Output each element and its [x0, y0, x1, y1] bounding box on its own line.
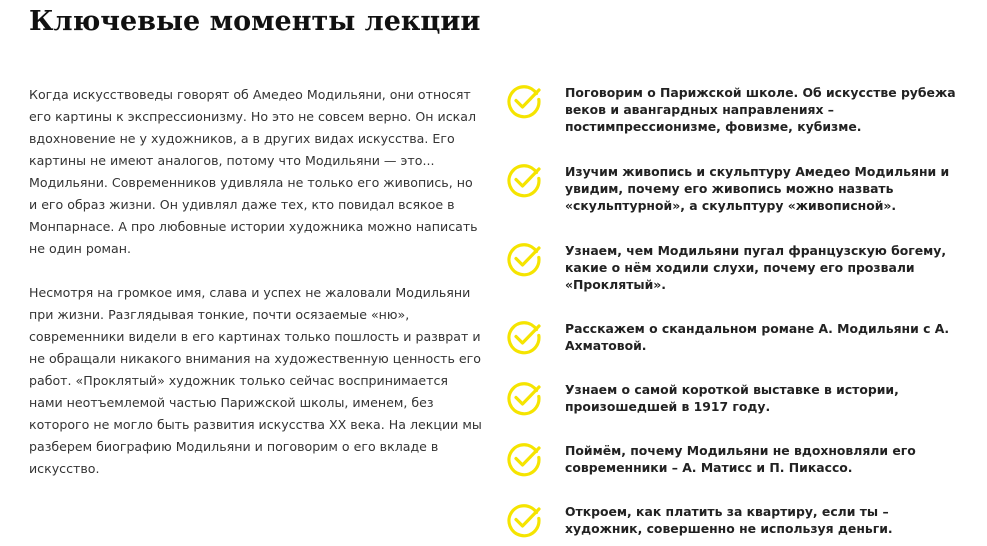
check-circle-icon [505, 501, 543, 539]
key-point-text: Изучим живопись и скульптуру Амедео Модильяни и увидим, почему его живопись можно назвать «скульптурной», а скульптуру «живописной». [565, 164, 950, 213]
intro-text [29, 84, 484, 502]
key-point-text: Узнаем о самой короткой выставке в истории, произошедшей в 1917 году. [565, 382, 899, 414]
key-point-text: Поймём, почему Модильяни не вдохновляли его современники – А. Матисс и П. Пикассо. [565, 443, 916, 475]
check-circle-icon [505, 318, 543, 356]
key-point-text: Узнаем, чем Модильяни пугал французскую богему, какие о нём ходили слухи, почему его прозвали «Проклятый». [565, 243, 947, 292]
check-circle-icon [505, 82, 543, 120]
key-point-text: Расскажем о скандальном романе А. Модильяни с А. Ахматовой. [565, 321, 950, 353]
key-point-text: Откроем, как платить за квартиру, если ты – художник, совершенно не используя деньги. [565, 504, 893, 536]
check-circle-icon [505, 379, 543, 417]
page-title: Ключевые моменты лекции [29, 6, 481, 37]
intro-paragraph-2: Несмотря на громкое имя, слава и успех не жаловали Модильяни при жизни. Разглядывая тонкие, почти осязаемые «ню», современники видели в его картинах только пошлость и разврат и не обращали никакого внимания на художественную ценность его работ. «Проклятый» художник только сейчас воспринимается нами неотъемлемой частью Парижской школы, именем, без которого не могло быть развития искусства XX века. На лекции мы разберем биографию Модильяни и поговорим о его вкладе в искусство. [29, 285, 482, 476]
intro-paragraph-1: Когда искусствоведы говорят об Амедео Модильяни, они относят его картины к экспрессионизму. Но это не совсем верно. Он искал вдохновение не у художников, а в других видах искусства. Его картины не имеют аналогов, потому что Модильяни — это... Модильяни. Современников удивляла не только его живопись, но и его образ жизни. Он удивлял даже тех, кто повидал всякое в Монпарнасе. А про любовные истории художника можно написать не один роман. [29, 87, 478, 256]
check-circle-icon [505, 161, 543, 199]
check-circle-icon [505, 240, 543, 278]
key-point-text: Поговорим о Парижской школе. Об искусстве рубежа веков и авангардных направлениях – постимпрессионизме, фовизме, кубизме. [565, 85, 956, 134]
check-circle-icon [505, 440, 543, 478]
